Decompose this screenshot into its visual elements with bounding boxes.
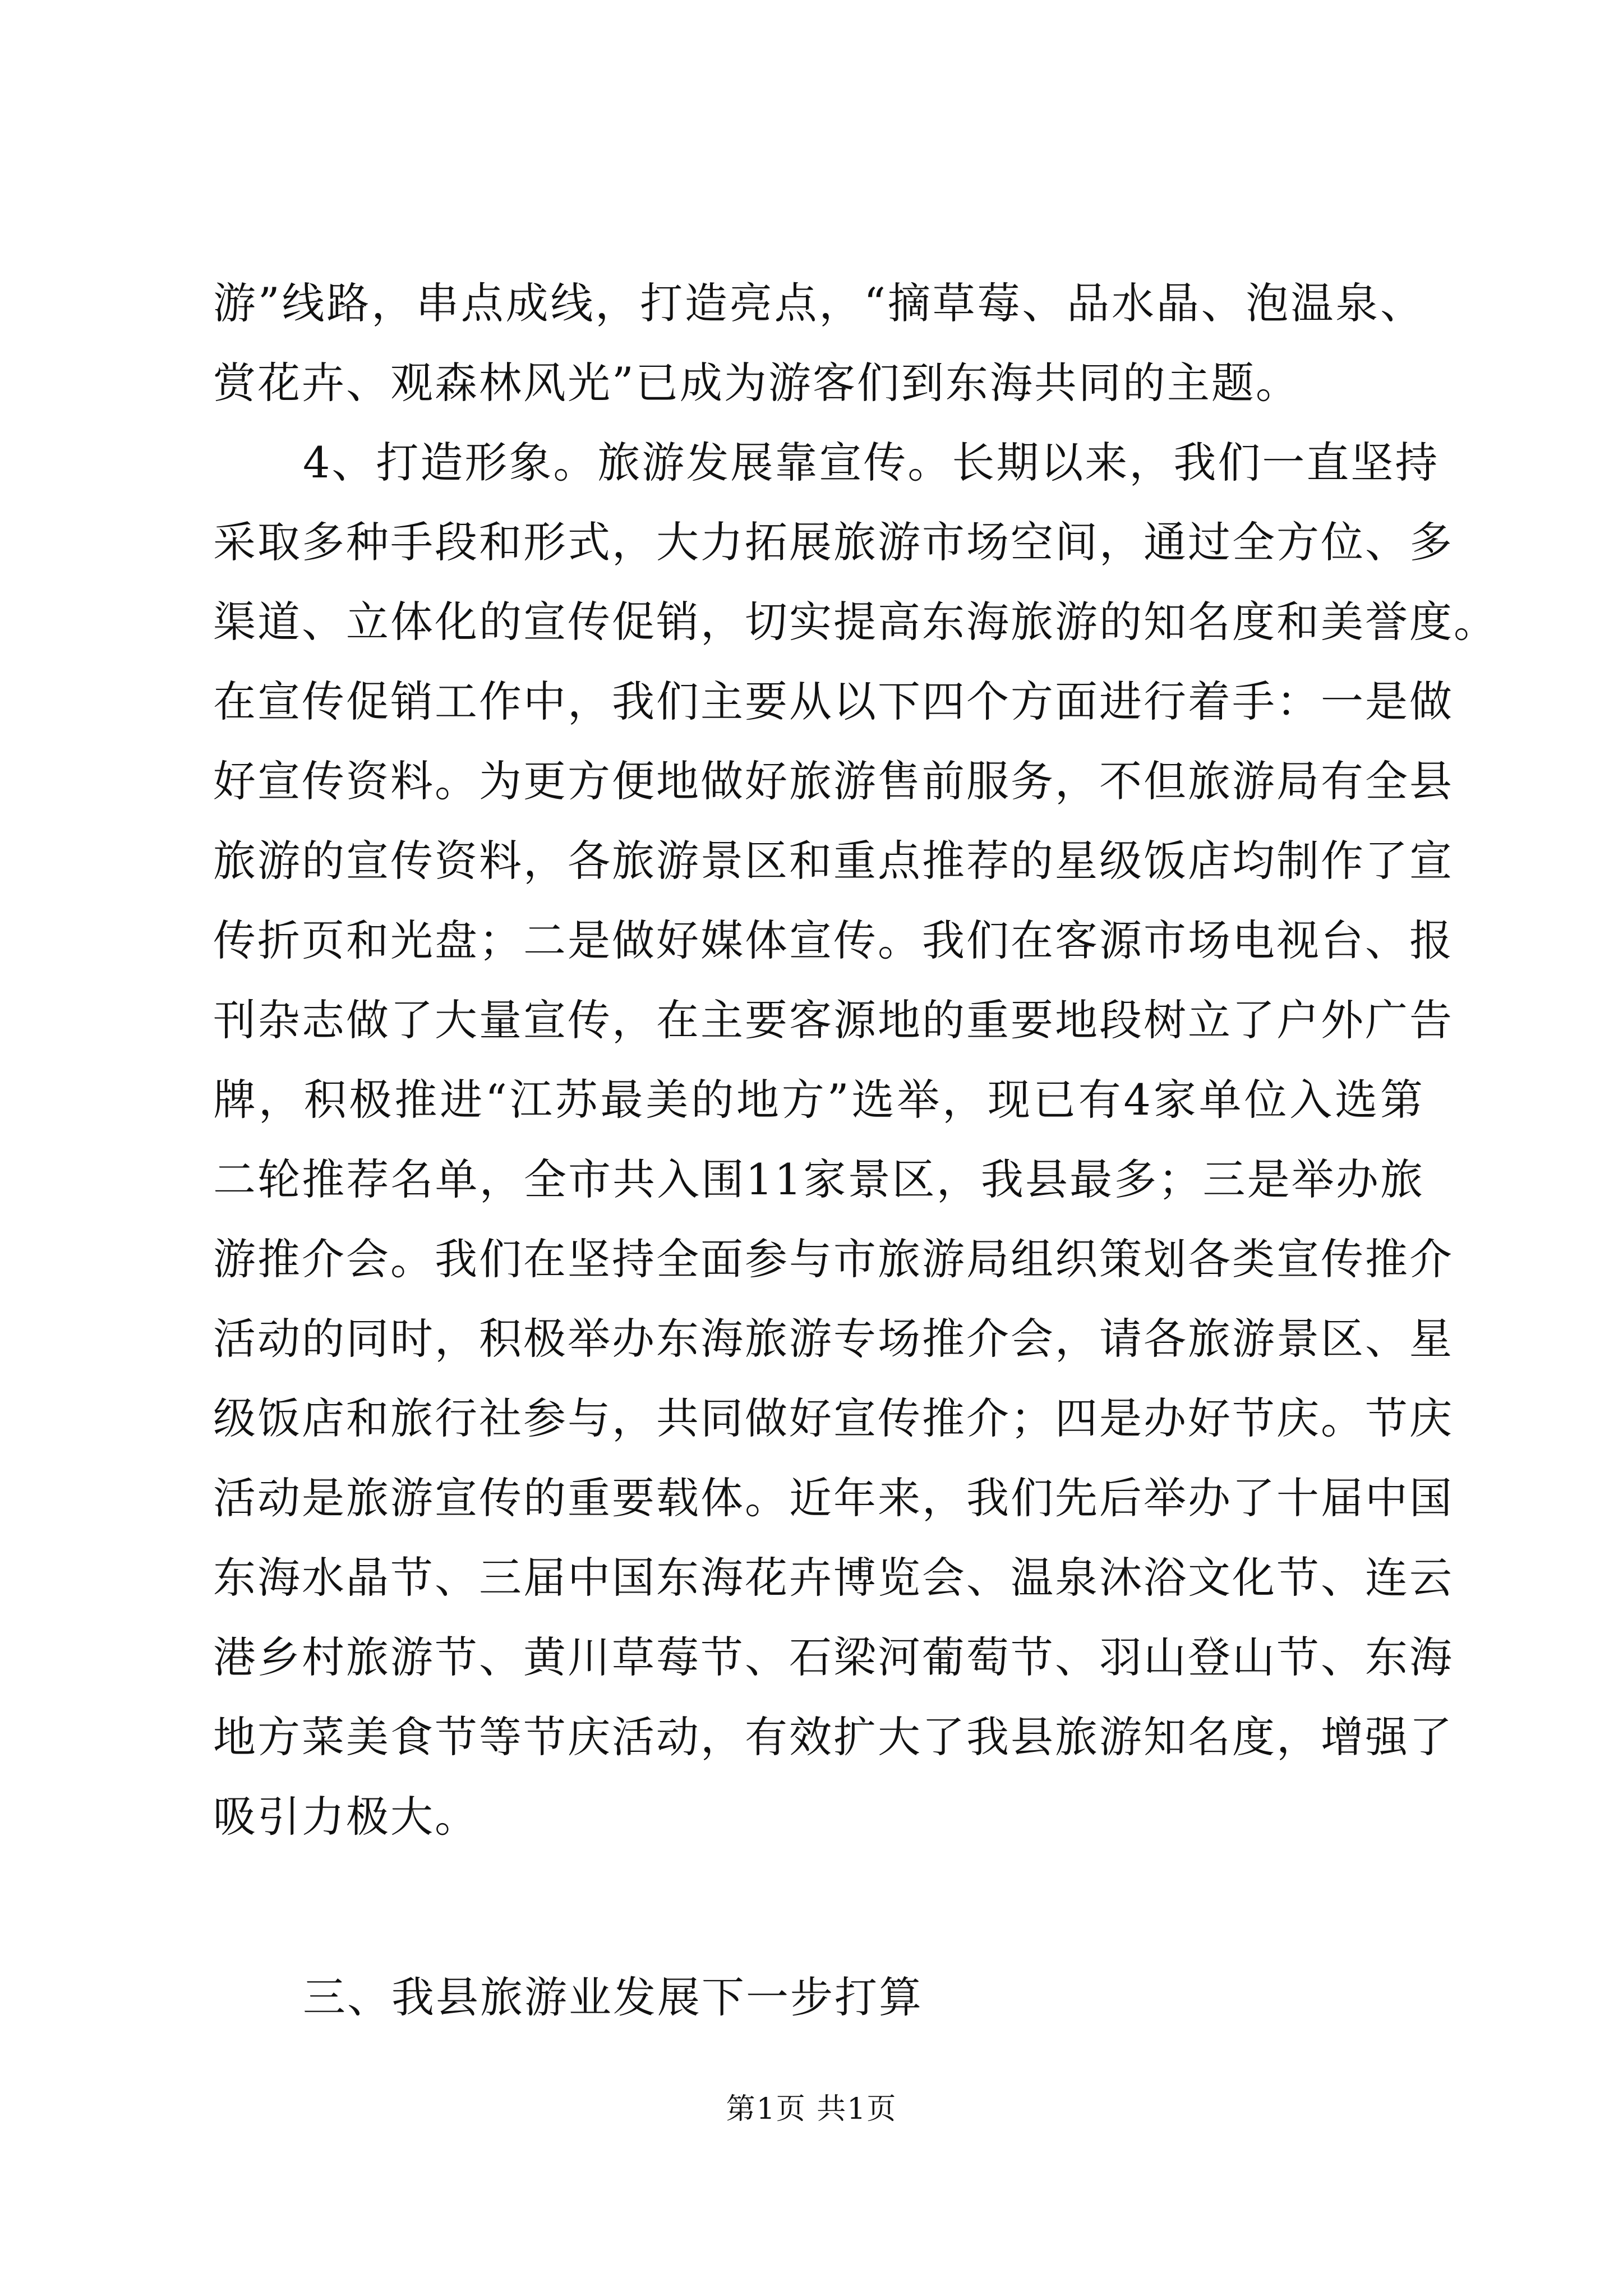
text-line-12: 二轮推荐名单，全市共入围11家景区，我县最多；三是举办旅 [213,1154,1424,1204]
text-line-4: 采取多种手段和形式，大力拓展旅游市场空间，通过全方位、多 [213,517,1454,567]
text-line-20: 吸引力极大。 [213,1792,479,1842]
text-line-6: 在宣传促销工作中，我们主要从以下四个方面进行着手：一是做 [213,677,1454,726]
text-line-3: 4、打造形象。旅游发展靠宣传。长期以来，我们一直坚持 [303,438,1440,487]
page-footer: 第1页 共1页 [726,2092,897,2126]
text-line-10: 刊杂志做了大量宣传，在主要客源地的重要地段树立了户外广告 [213,995,1454,1045]
text-line-14: 活动的同时，积极举办东海旅游专场推介会，请各旅游景区、星 [213,1314,1454,1364]
text-line-1: 游”线路，串点成线，打造亮点，“摘草莓、品水晶、泡温泉、 [213,278,1424,328]
text-line-9: 传折页和光盘；二是做好媒体宣传。我们在客源市场电视台、报 [213,915,1454,965]
text-line-17: 东海水晶节、三届中国东海花卉博览会、温泉沐浴文化节、连云 [213,1553,1454,1603]
text-line-13: 游推介会。我们在坚持全面参与市旅游局组织策划各类宣传推介 [213,1234,1454,1284]
text-line-19: 地方菜美食节等节庆活动，有效扩大了我县旅游知名度，增强了 [213,1712,1454,1762]
text-line-2: 赏花卉、观森林风光”已成为游客们到东海共同的主题。 [213,358,1300,408]
section-heading: 三、我县旅游业发展下一步打算 [303,1972,923,2022]
text-line-5: 渠道、立体化的宣传促销，切实提高东海旅游的知名度和美誉度。 [213,597,1498,647]
text-line-15: 级饭店和旅行社参与，共同做好宣传推介；四是办好节庆。节庆 [213,1393,1454,1443]
text-line-11: 牌，积极推进“江苏最美的地方”选举，现已有4家单位入选第 [213,1075,1424,1125]
text-line-8: 旅游的宣传资料，各旅游景区和重点推荐的星级饭店均制作了宣 [213,836,1454,886]
body-text [213,264,1498,1857]
text-line-7: 好宣传资料。为更方便地做好旅游售前服务，不但旅游局有全县 [213,756,1454,806]
text-line-18: 港乡村旅游节、黄川草莓节、石梁河葡萄节、羽山登山节、东海 [213,1632,1454,1682]
text-line-16: 活动是旅游宣传的重要载体。近年来，我们先后举办了十届中国 [213,1473,1454,1523]
